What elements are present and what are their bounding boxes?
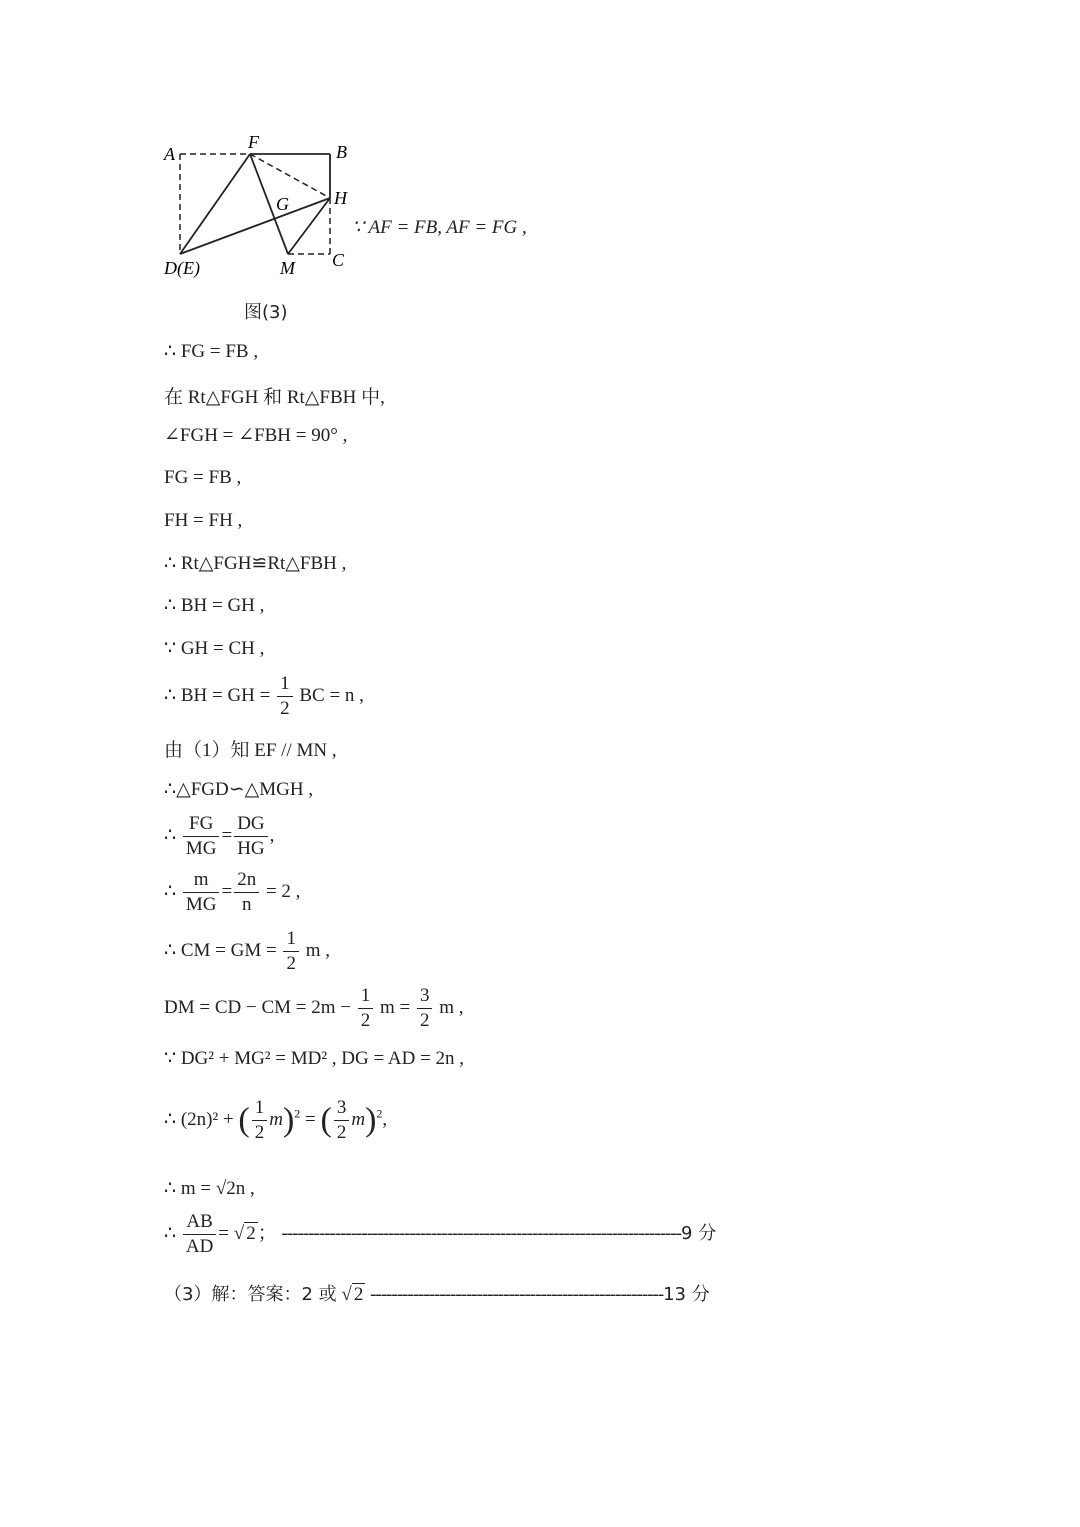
proof-line-10: 由（1）知 EF // MN , xyxy=(164,740,337,761)
fraction-half: $\frac{1}{2}$ xyxy=(358,984,374,1033)
segment-FD xyxy=(180,154,250,254)
answer-part-3: （3）解：答案：2 或 xyxy=(164,1284,337,1305)
therefore-symbol: ∴ xyxy=(164,880,177,902)
therefore-symbol: ∴ xyxy=(164,1222,177,1244)
fraction-fg-mg: $\frac{FG}{MG}$ xyxy=(183,812,220,861)
proof-line-13: ∴ $\frac{m}{MG}$ = $\frac{2n}{n}$ = 2 , xyxy=(164,869,301,915)
expr-2n-squared: ∴ (2n)² + xyxy=(164,1108,234,1130)
expr-cm-gm: ∴ CM = GM = xyxy=(164,939,277,961)
label-F: F xyxy=(248,132,259,152)
proof-line-11: ∴△FGD∽△MGH , xyxy=(164,779,314,800)
fraction-half: $\frac{1}{2}$ xyxy=(277,672,293,721)
proof-line-4: FG = FB , xyxy=(164,467,242,488)
expr-m: m , xyxy=(305,939,330,961)
proof-line-7: ∴ BH = GH , xyxy=(164,595,265,616)
proof-line-5: FH = FH , xyxy=(164,510,243,531)
proof-line-17: ∴ (2n)² + ( $\frac{1}{2}$ m)$^2$ = ( $\frac{3}{2}$ m)$^2$, xyxy=(164,1097,388,1143)
score-dashes: --------------------------------------------------------------------------- xyxy=(281,1222,682,1244)
fraction-three-half: $\frac{3}{2}$ xyxy=(417,984,433,1033)
proof-line-8: ∵ GH = CH , xyxy=(164,638,265,659)
geometry-figure xyxy=(150,128,360,288)
proof-line-18: ∴ m = √2n , xyxy=(164,1178,255,1199)
sqrt-2: √ 2 xyxy=(233,1222,256,1244)
score-13: 13 分 xyxy=(663,1284,710,1305)
expr-equals-2: = 2 , xyxy=(265,880,301,902)
fraction-half: $\frac{1}{2}$ xyxy=(252,1096,268,1145)
proof-line-20 xyxy=(164,1280,710,1306)
expr-bc-n: BC = n , xyxy=(299,684,364,706)
label-B: B xyxy=(336,142,347,162)
expr-bh-gh: ∴ BH = GH = xyxy=(164,684,271,706)
proof-line-1: ∴ FG = FB , xyxy=(164,341,259,362)
expr-m-eq: m = xyxy=(379,996,411,1018)
expr-m-end: m , xyxy=(439,996,464,1018)
proof-line-6: ∴ Rt△FGH≌Rt△FBH , xyxy=(164,553,347,574)
proof-line-15 xyxy=(164,984,464,1033)
expr-dm: DM = CD − CM = 2m − xyxy=(164,996,351,1018)
segment-DH xyxy=(180,198,330,254)
fraction-three-half: $\frac{3}{2}$ xyxy=(334,1096,350,1145)
fraction-ab-ad: $\frac{AB}{AD}$ xyxy=(183,1210,216,1259)
figure-caption: 图(3) xyxy=(244,302,288,323)
proof-line-9 xyxy=(164,672,364,721)
segment-FH-dashed xyxy=(250,154,330,198)
proof-line-12: ∴ $\frac{FG}{MG}$ = $\frac{DG}{HG}$ , xyxy=(164,813,275,859)
score-9: 9 分 xyxy=(681,1222,717,1244)
score-dashes: ------------------------------------------------------- xyxy=(370,1284,664,1305)
proof-line-2: 在 Rt△FGH 和 Rt△FBH 中, xyxy=(164,387,385,408)
label-H: H xyxy=(334,188,347,208)
sqrt-2: √ 2 xyxy=(341,1284,364,1305)
fraction-m-mg: $\frac{m}{MG}$ xyxy=(183,868,220,917)
label-A: A xyxy=(164,144,175,164)
fraction-dg-hg: $\frac{DG}{HG}$ xyxy=(234,812,267,861)
proof-line-3: ∠FGH = ∠FBH = 90° , xyxy=(164,425,348,446)
given-statement: ∵ AF = FB, AF = FG , xyxy=(352,217,527,238)
fraction-half: $\frac{1}{2}$ xyxy=(283,927,299,976)
label-G: G xyxy=(276,194,289,214)
proof-line-16: ∵ DG² + MG² = MD² , DG = AD = 2n , xyxy=(164,1048,465,1069)
label-C: C xyxy=(332,250,345,270)
proof-line-19: ∴ $\frac{AB}{AD}$ = √ 2 ； ---------------------------------------------------------------------------9 分 xyxy=(164,1211,717,1257)
label-M: M xyxy=(280,258,295,278)
fraction-2n-n: $\frac{2n}{n}$ xyxy=(234,868,259,917)
therefore-symbol: ∴ xyxy=(164,824,177,846)
label-DE: D(E) xyxy=(164,258,200,278)
proof-line-14 xyxy=(164,927,330,976)
